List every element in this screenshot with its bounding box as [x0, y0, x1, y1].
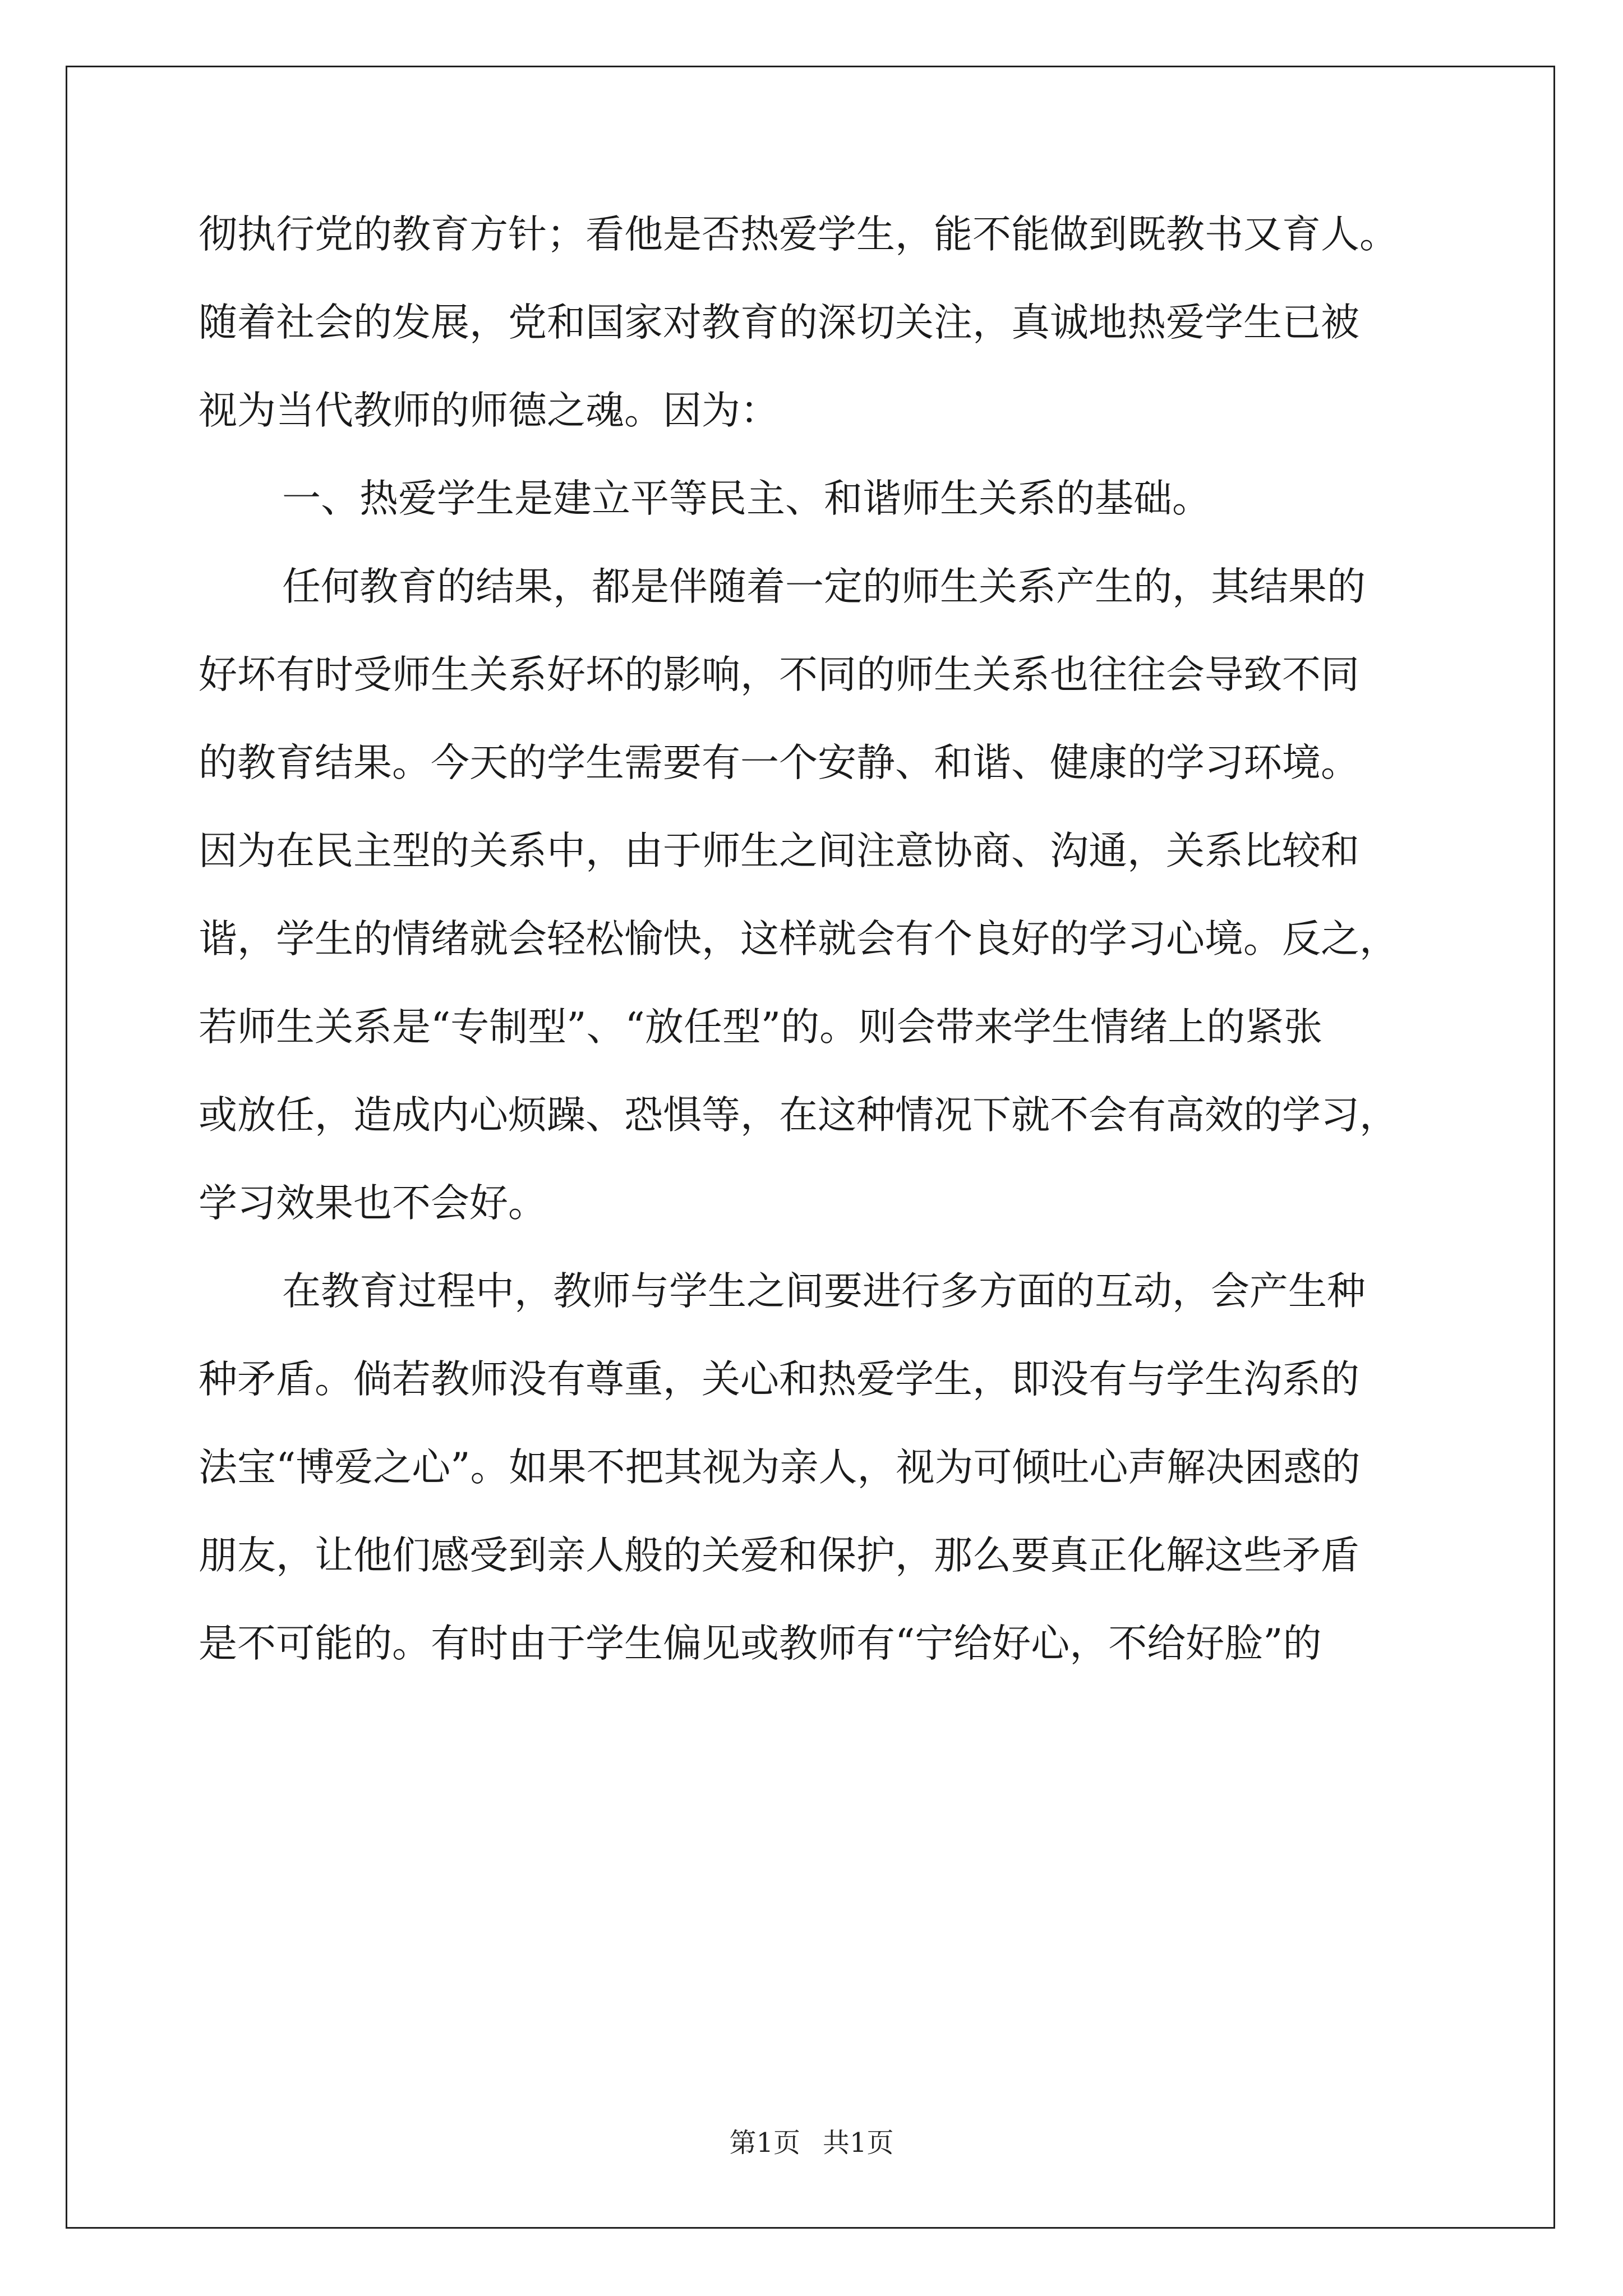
- text-line-2: 随着社会的发展，党和国家对教育的深切关注，真诚地热爱学生已被: [199, 300, 1359, 345]
- text-line-13: 在教育过程中，教师与学生之间要进行多方面的互动，会产生种: [282, 1269, 1366, 1314]
- text-line-7: 的教育结果。今天的学生需要有一个安静、和谐、健康的学习环境。: [199, 740, 1359, 785]
- text-line-1: 彻执行党的教育方针；看他是否热爱学生，能不能做到既教书又育人。: [199, 212, 1398, 257]
- text-line-8: 因为在民主型的关系中，由于师生之间注意协商、沟通，关系比较和: [199, 829, 1359, 873]
- text-line-9: 谐，学生的情绪就会轻松愉快，这样就会有个良好的学习心境。反之，: [199, 917, 1398, 961]
- text-line-11: 或放任，造成内心烦躁、恐惧等，在这种情况下就不会有高效的学习，: [199, 1093, 1398, 1138]
- text-line-14: 种矛盾。倘若教师没有尊重，关心和热爱学生，即没有与学生沟系的: [199, 1357, 1359, 1402]
- text-line-3: 视为当代教师的师德之魂。因为：: [199, 388, 779, 433]
- page-footer: [0, 2126, 1623, 2160]
- document-body: [199, 191, 1427, 1688]
- text-line-10: 若师生关系是“专制型”、“放任型”的。则会带来学生情绪上的紧张: [199, 1005, 1323, 1050]
- text-line-6: 好坏有时受师生关系好坏的影响，不同的师生关系也往往会导致不同: [199, 652, 1359, 697]
- page-number-total: 共1页: [823, 2127, 894, 2159]
- text-line-17: 是不可能的。有时由于学生偏见或教师有“宁给好心，不给好脸”的: [199, 1621, 1322, 1666]
- text-line-5: 任何教育的结果，都是伴随着一定的师生关系产生的，其结果的: [282, 564, 1366, 609]
- text-line-12: 学习效果也不会好。: [199, 1181, 547, 1226]
- section-heading: 一、热爱学生是建立平等民主、和谐师生关系的基础。: [282, 476, 1211, 521]
- text-line-15: 法宝“博爱之心”。如果不把其视为亲人，视为可倾吐心声解决困惑的: [199, 1445, 1361, 1490]
- page-number-current: 第1页: [729, 2127, 800, 2159]
- text-line-16: 朋友，让他们感受到亲人般的关爱和保护，那么要真正化解这些矛盾: [199, 1533, 1359, 1578]
